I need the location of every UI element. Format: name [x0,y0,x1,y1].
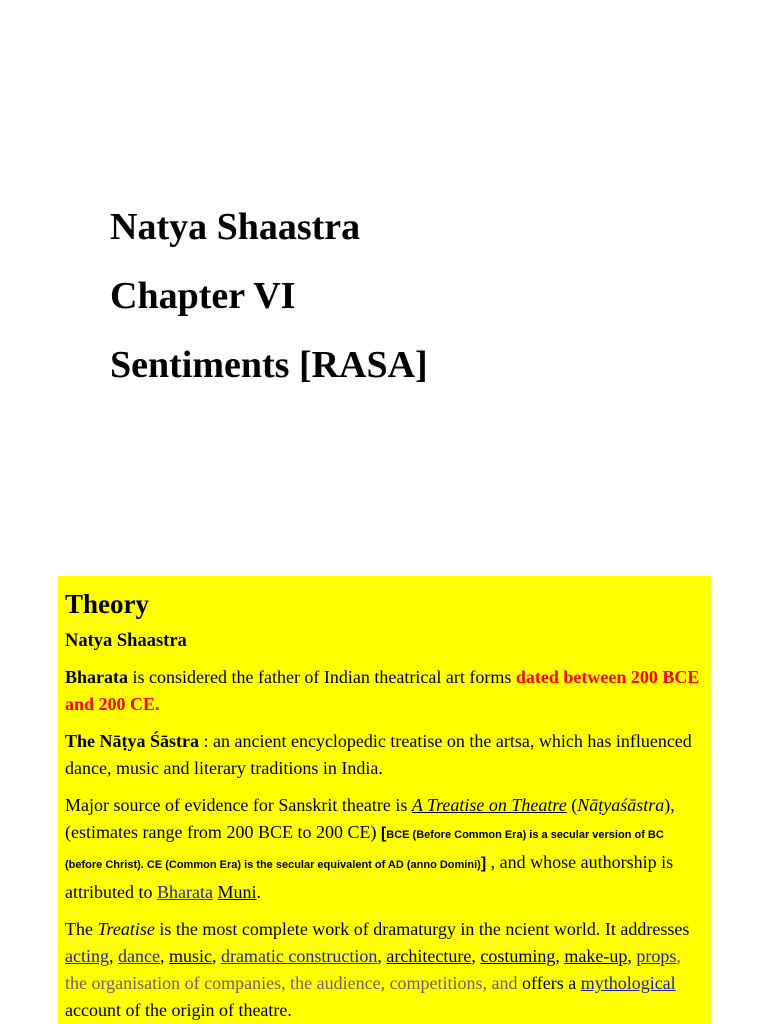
dramatic-construction-link[interactable]: dramatic construction [220,946,378,966]
p3-paren-open: ( [566,795,578,815]
architecture-link[interactable]: architecture [386,946,472,966]
title-line-1: Natya Shaastra [110,206,361,248]
paragraph-treatise [65,916,701,1024]
acting-link[interactable]: acting [65,946,109,966]
p4-comma7: , [627,946,637,966]
p2-text: : an ancient encyclopedic treatise on the artsa, which has influenced dance, music and literary traditions in India. [65,731,692,778]
organisation-text: , the organisation of companies, the audience, competitions, and [65,946,681,993]
treatise-italic: Treatise [97,919,155,939]
p4-the: The [65,919,98,939]
p1-text: is considered the father of Indian theatrical art forms [128,667,516,687]
title-block [110,198,428,405]
title-line-2: Chapter VI [110,275,296,317]
paragraph-bharata [65,664,701,718]
p4-comma4: , [377,946,387,966]
costuming-link[interactable]: costuming [480,946,556,966]
note-bracket-open: [ [380,825,387,842]
treatise-link[interactable]: A Treatise on Theatre [411,795,567,815]
p4-comma3: , [211,946,221,966]
dated-highlight: dated between 200 BCE and 200 CE. [65,667,700,714]
bharata-link[interactable]: Bharata [156,882,213,902]
p4-text1: is the most complete work of dramaturgy in the ncient world. It addresses [154,919,690,939]
music-link[interactable]: music [168,946,212,966]
muni-link[interactable]: Muni [217,882,257,902]
p4-comma2: , [159,946,169,966]
era-note: BCE (Before Common Era) is a secular version of BC (before Christ). CE (Common Era) is the secular equivalent of AD (anno Domini) [65,829,664,871]
theory-subheading: Natya Shaastra [65,631,187,651]
p4-end: account of the origin of theatre. [65,1000,292,1020]
theory-box [58,576,711,1024]
natya-sastra-term: The Nāṭya Śāstra [65,731,199,751]
note-bracket-close: ] [480,855,487,872]
title-line-3: Sentiments [RASA] [110,344,428,386]
p4-comma1: , [108,946,118,966]
bharata-term: Bharata [65,667,128,687]
paragraph-evidence [65,792,701,906]
theory-heading: Theory [65,589,149,619]
p4-comma6: , [555,946,565,966]
paragraph-natya-sastra [65,728,701,782]
p3-end: . [256,882,261,902]
dance-link[interactable]: dance [117,946,160,966]
p3-text2: ), (estimates range from 200 BCE to 200 CE) [65,795,675,842]
p3-text3: , and whose authorship is attributed to [65,852,674,902]
p3-text1: Major source of evidence for Sanskrit theatre is [65,795,412,815]
p4-offers: offers a [517,973,581,993]
natyasastra-term: Nāṭyaśāstra [577,795,665,815]
p4-comma5: , [471,946,481,966]
mythological-link[interactable]: mythological [580,973,676,993]
props-link[interactable]: props [636,946,677,966]
makeup-link[interactable]: make-up [564,946,628,966]
